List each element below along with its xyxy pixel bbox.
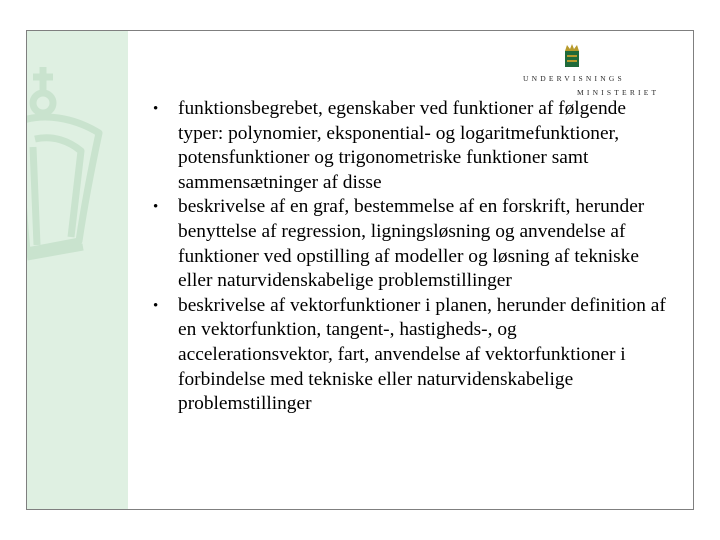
bullet-icon: • [153,297,159,314]
bullet-text: beskrivelse af en graf, bestemmelse af en forskrift, herunder benyttelse af regression, ligningsløsning og anvendelse af funktioner ved opstilling af modeller og løsning af tekniske eller naturvidenskabelige problemstillinger [178,196,645,292]
list-item [153,195,673,293]
bullet-list [153,97,673,417]
bullet-icon: • [153,101,159,117]
list-item [153,294,673,417]
logo-text-line1: UNDERVISNINGS [523,74,625,83]
ministry-logo [523,43,683,103]
logo-text-line2: MINISTERIET [577,88,660,97]
slide-frame [26,30,694,510]
bullet-icon: • [153,199,159,216]
bullet-text: beskrivelse af vektorfunktioner i planen, herunder definition af en vektorfunktion, tangent-, hastigheds-, og accelerationsvektor, fart, anvendelse af vektorfunktioner i forbindelse med tekniske eller naturvidenskabelige problemstillinger [178,294,666,415]
crown-watermark-icon [26,61,113,271]
list-item [153,97,673,195]
crown-emblem-icon [563,43,581,69]
bullet-text: funktionsbegrebet, egenskaber ved funktioner af følgende typer: polynomier, eksponential- og logaritmefunktioner, potensfunktioner og trigonometriske funktioner samt sammensætninger af disse [178,98,626,193]
